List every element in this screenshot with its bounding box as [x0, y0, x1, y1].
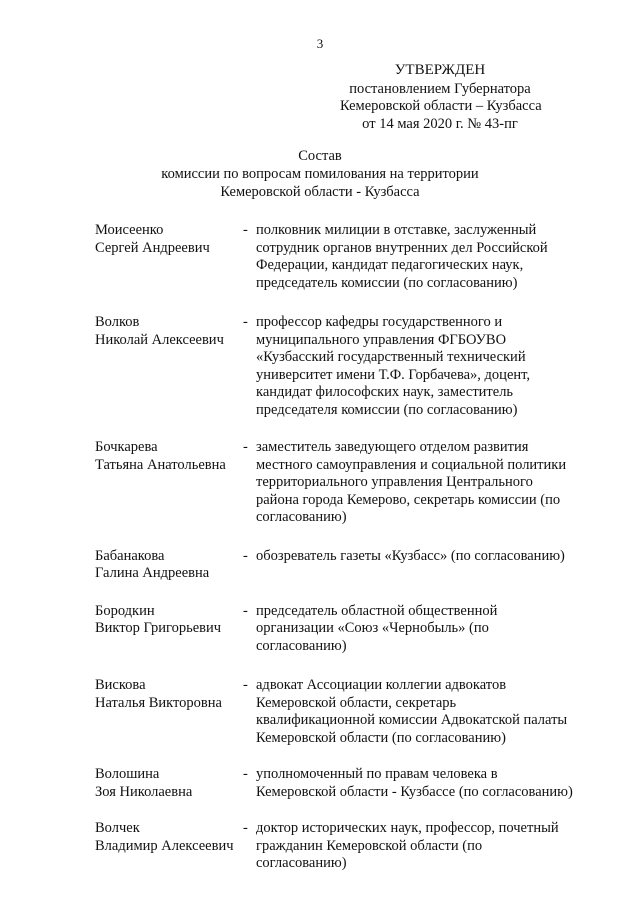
member-row	[95, 677, 615, 747]
member-role-line: уполномоченный по правам человека в	[256, 766, 498, 782]
approval-block	[340, 62, 540, 133]
member-given-names: Татьяна Анатольевна	[95, 456, 226, 473]
member-name	[95, 548, 243, 583]
approval-line: от 14 мая 2020 г. № 43-пг	[362, 115, 518, 132]
page-number: 3	[316, 36, 324, 51]
document-title	[0, 147, 640, 201]
member-given-names: Владимир Алексеевич	[95, 837, 234, 854]
member-role-line: «Кузбасский государственный технический	[256, 349, 526, 365]
members-list	[95, 222, 615, 873]
member-dash: -	[243, 602, 248, 619]
member-surname: Бородкин	[95, 602, 155, 619]
member-role	[256, 820, 615, 873]
member-surname: Вискова	[95, 677, 146, 693]
member-row	[95, 766, 615, 801]
member-given-names: Галина Андреевна	[95, 565, 210, 581]
member-surname: Волошина	[95, 766, 160, 782]
member-name	[95, 439, 243, 527]
member-dash: -	[243, 820, 248, 836]
member-given-names: Наталья Викторовна	[95, 694, 222, 711]
member-name	[95, 603, 243, 656]
member-role-line: полковник милиции в отставке, заслуженный	[256, 222, 537, 238]
member-given-names: Зоя Николаевна	[95, 783, 193, 800]
member-row	[95, 314, 615, 419]
title-line: комиссии по вопросам помилования на территории	[161, 166, 479, 182]
member-role-line: кандидат философских наук, заместитель	[256, 384, 514, 400]
member-name	[95, 222, 243, 292]
member-role-line: местного самоуправления и социальной политики	[256, 456, 567, 473]
member-dash: -	[243, 677, 248, 693]
member-role-line: муниципального управления ФГБОУВО	[256, 331, 507, 348]
member-surname: Моисеенко	[95, 222, 164, 238]
member-dash: -	[243, 766, 248, 782]
member-role-line: Кемеровской области - Кузбассе (по согласованию)	[256, 783, 573, 800]
member-role	[256, 314, 615, 419]
member-surname: Волков	[95, 314, 140, 330]
member-row	[95, 820, 615, 873]
member-role	[256, 439, 615, 527]
member-role-line: гражданин Кемеровской области (по	[256, 837, 483, 854]
title-line: Кемеровской области - Кузбасса	[220, 184, 420, 200]
title-line: Состав	[298, 148, 342, 164]
member-role	[256, 677, 615, 747]
member-role-line: сотрудник органов внутренних дел Российской	[256, 239, 548, 256]
member-given-names: Виктор Григорьевич	[95, 620, 222, 636]
member-role-line: профессор кафедры государственного и	[256, 314, 503, 330]
member-role-line: адвокат Ассоциации коллегии адвокатов	[256, 677, 507, 693]
member-name	[95, 314, 243, 419]
member-surname: Бочкарева	[95, 439, 158, 455]
member-role-line: согласованию)	[256, 637, 347, 654]
member-name	[95, 677, 243, 747]
member-role-line: председателя комиссии (по согласованию)	[256, 401, 518, 418]
member-surname: Бабанакова	[95, 547, 165, 564]
member-role-line: обозреватель газеты «Кузбасс» (по согласованию)	[256, 547, 565, 564]
member-role-line: согласованию)	[256, 855, 347, 871]
member-dash: -	[243, 314, 248, 330]
member-name	[95, 766, 243, 801]
member-role-line: района города Кемерово, секретарь комиссии (по	[256, 491, 561, 508]
member-role-line: территориального управления Центрального	[256, 474, 533, 490]
member-given-names: Николай Алексеевич	[95, 331, 224, 348]
member-dash: -	[243, 222, 248, 238]
member-role-line: заместитель заведующего отделом развития	[256, 439, 529, 455]
member-surname: Волчек	[95, 820, 140, 836]
member-role	[256, 766, 615, 801]
member-role-line: доктор исторических наук, профессор, почетный	[256, 820, 559, 836]
member-row	[95, 439, 615, 527]
member-dash: -	[243, 439, 248, 455]
member-dash: -	[243, 547, 248, 564]
member-role-line: Кемеровской области, секретарь	[256, 694, 457, 711]
member-role-line: председатель областной общественной	[256, 602, 498, 619]
member-role-line: согласованию)	[256, 509, 347, 525]
member-role-line: организации «Союз «Чернобыль» (по	[256, 620, 489, 636]
member-role-line: председатель комиссии (по согласованию)	[256, 274, 518, 291]
approval-line: постановлением Губернатора	[349, 80, 531, 97]
member-role-line: Федерации, кандидат педагогических наук,	[256, 257, 524, 273]
member-name	[95, 820, 243, 873]
member-row	[95, 548, 615, 583]
member-role-line: квалификационной комиссии Адвокатской палаты	[256, 712, 568, 728]
approval-title: УТВЕРЖДЕН	[394, 62, 486, 78]
approval-line: Кемеровской области – Кузбасса	[340, 98, 542, 114]
member-role	[256, 603, 615, 656]
member-role-line: университет имени Т.Ф. Горбачева», доцент,	[256, 366, 531, 383]
member-role	[256, 222, 615, 292]
member-role	[256, 548, 615, 583]
member-row	[95, 603, 615, 656]
member-given-names: Сергей Андреевич	[95, 239, 210, 256]
member-role-line: Кемеровской области (по согласованию)	[256, 729, 506, 746]
member-row	[95, 222, 615, 292]
